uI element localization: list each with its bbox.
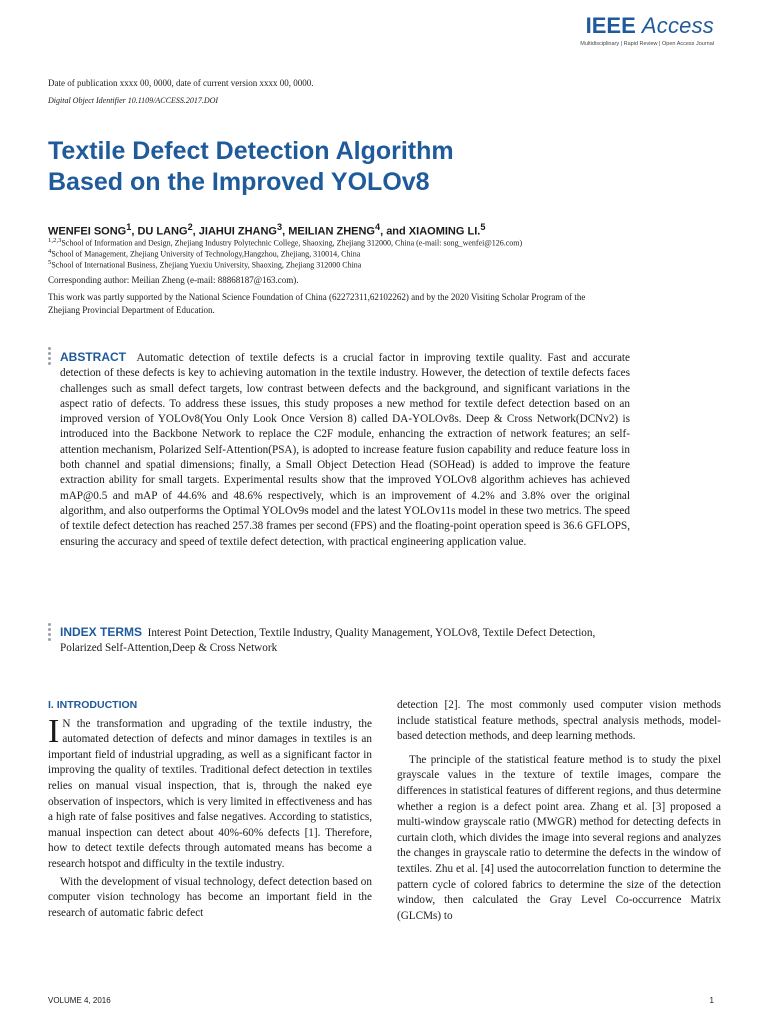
abstract-text: Automatic detection of textile defects is a crucial factor in improving textile quality. Fast and accurate detection of these defects is key to achieving automation in the textile industry. However, the detection of textile defects faces challenges such as small defect targets, low contrast between defects and the background, and significant variations in the aspect ratio of defects. To address these issues, this study proposes a new method for textile defect detection based on an improved version of YOLOv8(You Only Look Once Version 8) called DA-YOLOv8s. Deep & Cross Network(DCNv2) is introduced into the Backbone Network to replace the C2F module, enhancing the extraction of network features; an self-attention mechanism, Polarized Self-Attention(PSA), is adopted to increase feature fusion capability and reduce feature loss in both channel and spatial dimensions; finally, a Small Object Detection Head (SOHead) is added to improve the feature extraction ability for small targets. Experimental results show that the improved YOLOv8 algorithm achieves has achieved mAP@0.5 and mAP of 44.6% and 48.6% respectively, which is an improvement of 4.2% and 3.8% over the original algorithm, and also outperforms the Optimal YOLOv9s model and the latest YOLOv11s model in these two metrics. The speed of textile defect detection has reached 257.38 frames per second (FPS) and the floating-point operation speed is 36.6 GFLOPS, ensuring the accuracy and speed of textile defect detection, with practical engineering application value. [60,352,631,548]
logo-tagline: Multidisciplinary | Rapid Review | Open Access Journal [580,41,714,47]
affiliation-3 [48,259,361,270]
body-column-right [397,698,721,924]
abstract-dots-icon [48,347,51,367]
index-terms-dots-icon [48,623,51,643]
title-line-1: Textile Defect Detection Algorithm [48,137,454,165]
index-terms-heading: INDEX TERMS [60,625,143,639]
author-5-sup: 5 [480,222,486,232]
affiliation-2-text: School of Management, Zhejiang University of Technology,Hangzhou, Zhejiang, 310014, China [51,249,361,259]
intro-paragraph-4: The principle of the statistical feature method is to study the pixel grayscale values in the texture of textile images, compare the differences in statistical features of different regions, and thus determine whether a region is a defect point area. Zhang et al. [3] proposed a multi-window grayscale ratio (MWGR) method for detecting defects in curtain cloth, which divides the image into several regions and analyzes the changes in grayscale ratio to determine the defects in the window of textiles. Zhu et al. [4] used the autocorrelation function to determine the pattern cycle of colored fabrics to determine the size of the detection window, then calculated the Gray Level Co-occurrence Matrix (GLCMs) to [397,753,721,922]
corresponding-author: Corresponding author: Meilian Zheng (e-mail: 88868187@163.com). [48,275,299,285]
intro-paragraph-3: detection [2]. The most commonly used computer vision methods include statistical feature methods, spectral analysis methods, model-based detection methods, and deep learning methods. [397,699,721,743]
affiliation-3-text: School of International Business, Zhejiang Yuexiu University, Shaoxing, Zhejiang 312000 China [51,260,362,270]
author-2: , DU LANG [131,225,188,238]
abstract-block [60,350,630,550]
intro-paragraph-1-text: N the transformation and upgrading of the textile industry, the automated detection of defects and minor damages in textiles is an important field of industrial upgrading, as well as a significant factor in improving the quality of textiles. Traditional defect detection in textiles relies on manual visual inspection, that is, through the naked eye observation of inspectors, which is very limited in effectiveness and has a high rate of false positives and false negatives. According to statistics, manual inspection can detect about 40%-60% defects [1]. Therefore, how to detect textile defects through automated means has become a research hotspot and difficulty in the textile industry. [48,717,372,870]
title-line-2: Based on the Improved YOLOv8 [48,168,430,196]
logo-ieee-text: IEEE [585,13,636,38]
author-4-sup: 4 [374,222,381,232]
abstract-heading: ABSTRACT [60,350,126,364]
intro-paragraph-1 [48,712,372,873]
author-2-sup: 2 [187,222,193,232]
author-1: WENFEI SONG [48,225,127,238]
affiliation-3-sup: 5 [48,259,52,266]
ieee-access-logo [554,14,714,54]
author-1-sup: 1 [126,222,132,232]
affiliation-2-sup: 4 [48,248,52,255]
author-list [48,222,485,238]
affiliation-2 [48,248,360,259]
drop-cap: I [48,712,60,750]
logo-access-text: Access [641,13,714,38]
intro-paragraph-2: With the development of visual technology, defect detection based on computer vision technology has become an important field in the research of automatic fabric defect [48,875,372,919]
footer-volume: VOLUME 4, 2016 [48,996,111,1005]
body-column-left [48,698,372,921]
funding-note: This work was partly supported by the National Science Foundation of China (62272311,62102262) and by the 2020 Visiting Scholar Program of the Zhejiang Provincial Department of Education. [48,292,586,315]
author-4: , MEILIAN ZHENG [282,225,375,238]
affiliation-1 [48,237,522,248]
affiliation-1-sup: 1,2,3 [48,237,62,244]
author-3-sup: 3 [277,222,283,232]
author-3: , JIAHUI ZHANG [192,225,277,238]
doi-line: Digital Object Identifier 10.1109/ACCESS.2017.DOI [48,96,219,105]
index-terms-block [60,625,630,657]
publication-date: Date of publication xxxx 00, 0000, date of current version xxxx 00, 0000. [48,78,314,88]
footer-page-number: 1 [709,996,714,1005]
section-heading-introduction: I. INTRODUCTION [48,699,138,711]
author-5: , and XIAOMING LI. [380,225,481,238]
index-terms-text: Interest Point Detection, Textile Industry, Quality Management, YOLOv8, Textile Defect Detection, Polarized Self-Attention,Deep & Cross Network [60,627,596,655]
affiliation-1-text: School of Information and Design, Zhejiang Industry Polytechnic College, Shaoxing, Zhejiang 312000, China (e-mail: song_wenfei@126.com) [61,238,523,248]
paper-title [48,136,608,198]
